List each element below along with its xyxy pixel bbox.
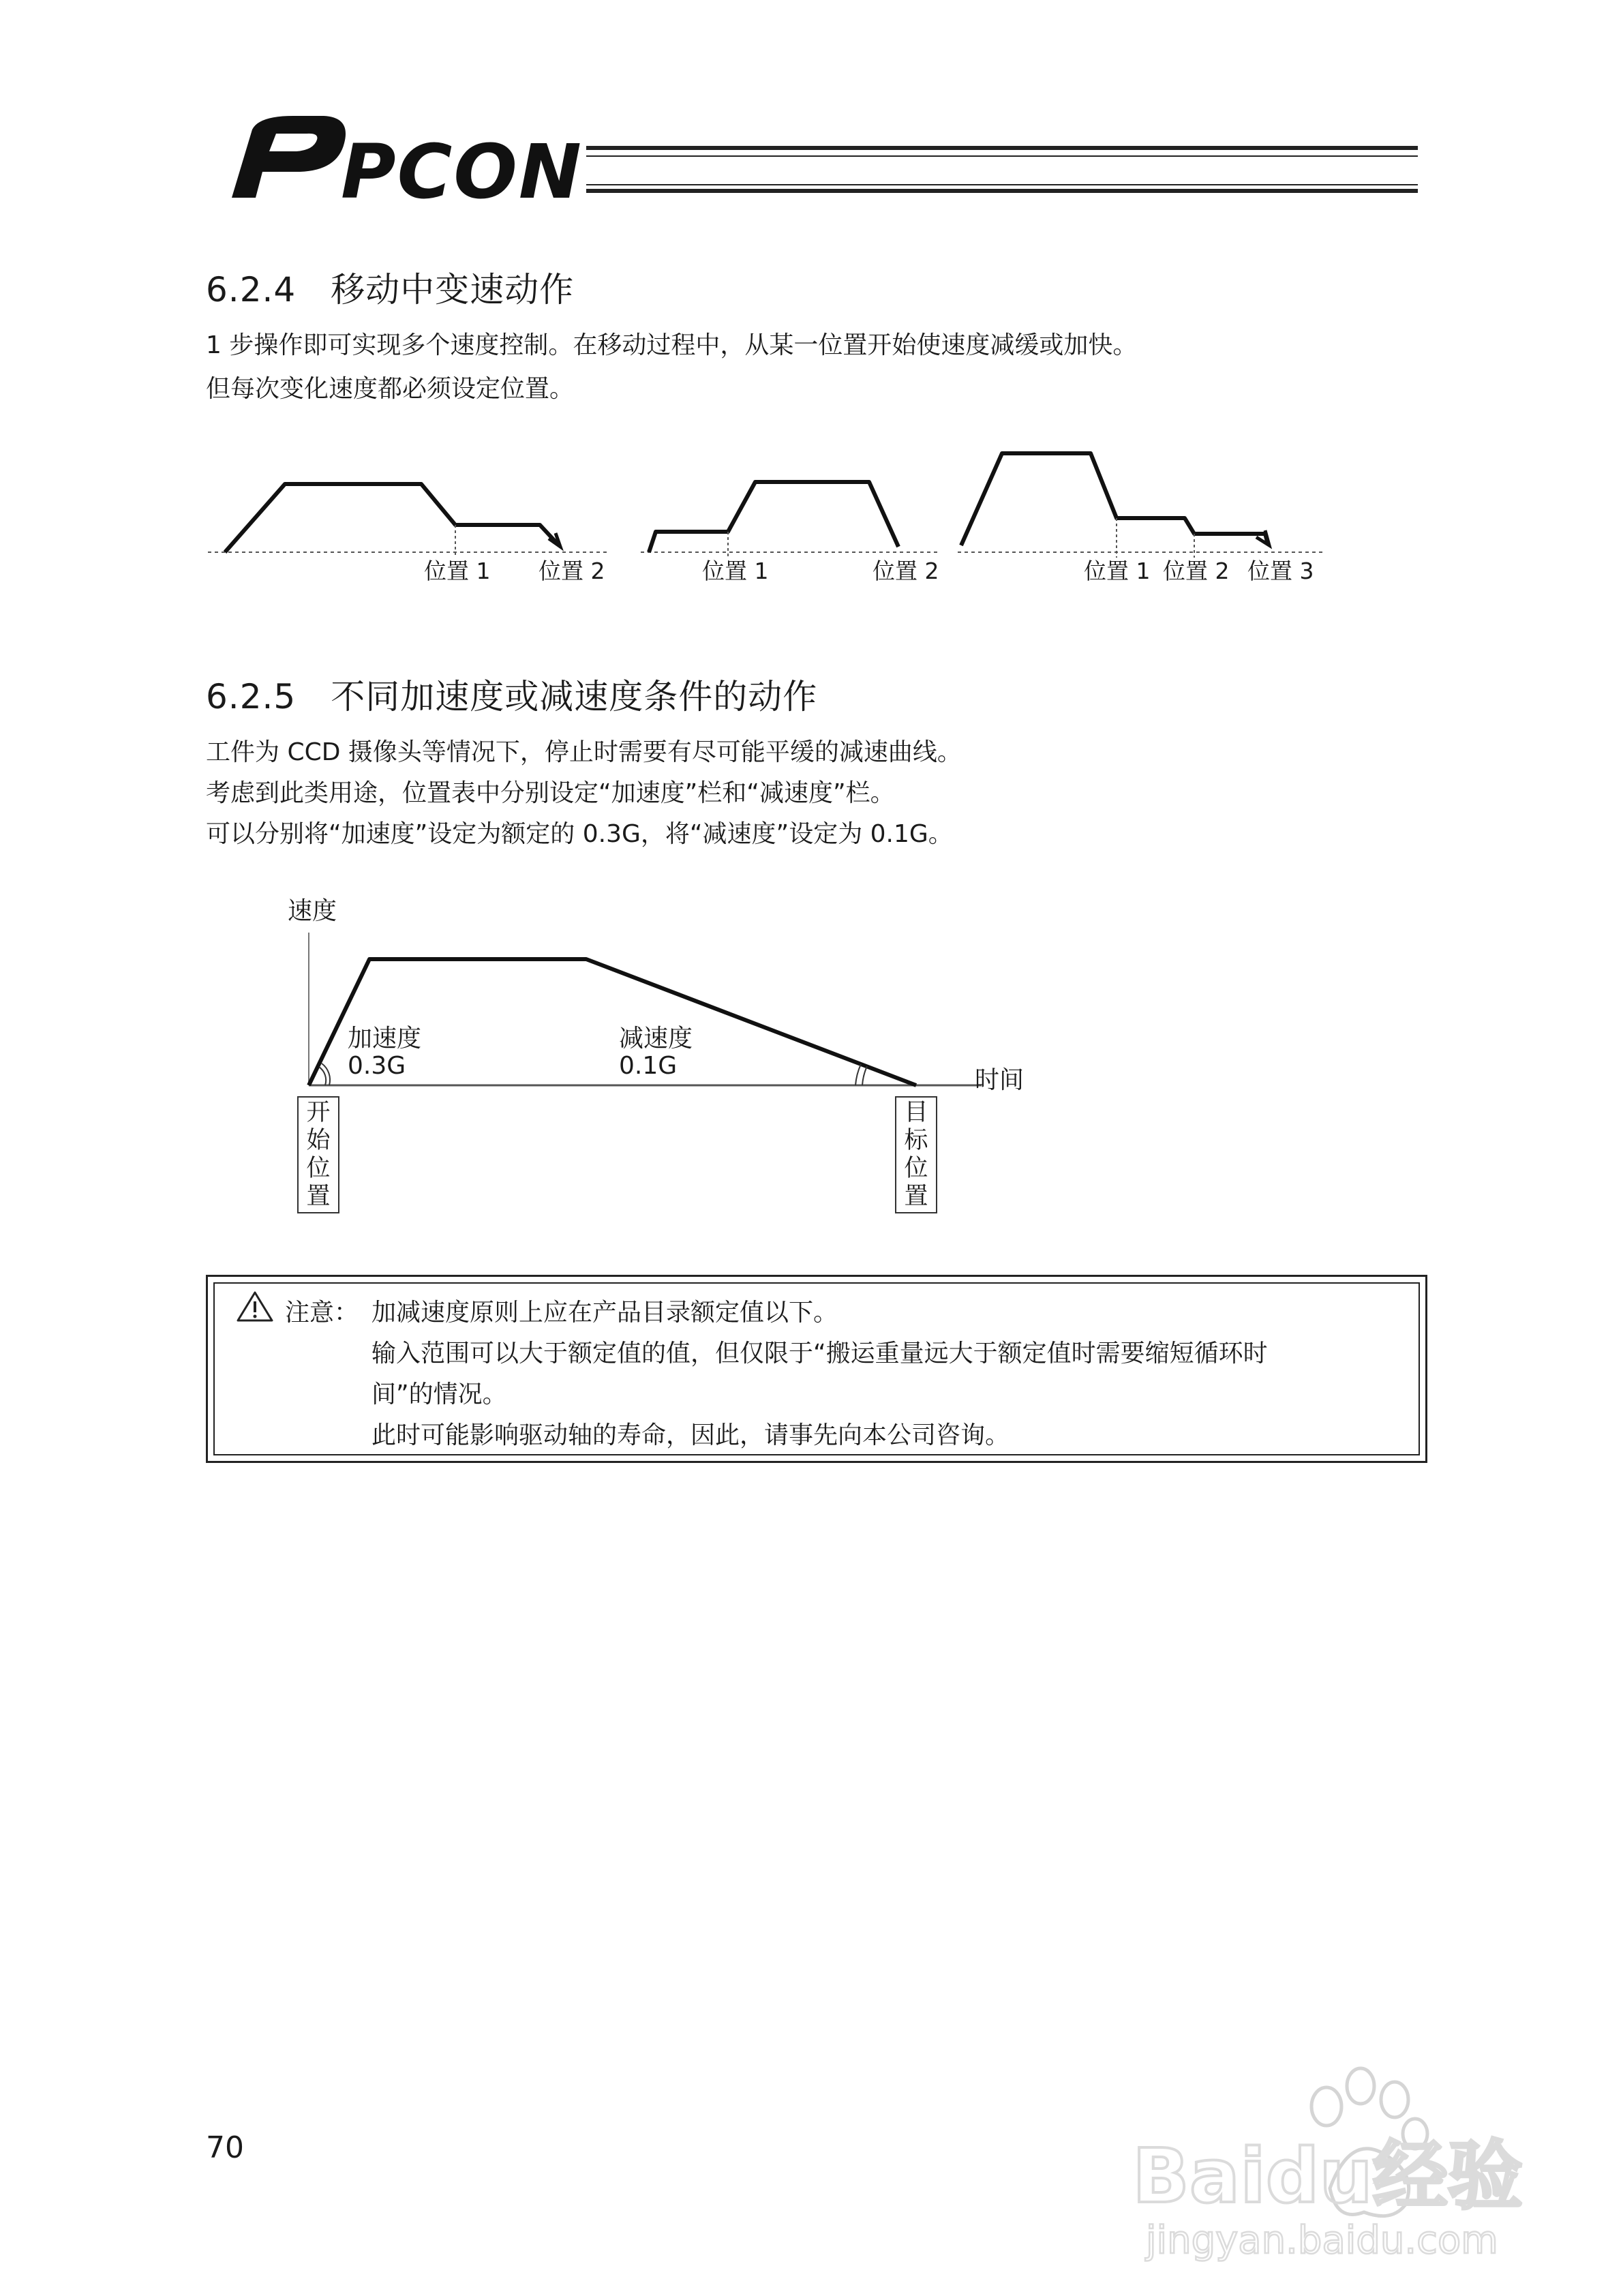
header-rule-bottom-thin (586, 184, 1418, 185)
diagram1-label-pos2: 位置 2 (539, 558, 605, 584)
start-position-box (297, 1096, 339, 1213)
diagram2-label-pos1: 位置 1 (702, 558, 769, 584)
section-625-title: 6.2.5 不同加速度或减速度条件的动作 (206, 677, 818, 716)
target-position-box (895, 1096, 937, 1213)
baidu-jingyan-watermark (1105, 2059, 1541, 2263)
logo-text: PCON (341, 128, 583, 215)
section-625-line-1: 工件为 CCD 摄像头等情况下，停止时需要有尽可能平缓的减速曲线。 (206, 738, 962, 766)
warning-triangle-icon (236, 1290, 274, 1323)
figure-x-axis-label: 时间 (975, 1066, 1025, 1094)
diagram3-label-pos3: 位置 3 (1247, 558, 1314, 584)
diagram3-label-pos1: 位置 1 (1084, 558, 1151, 584)
watermark-brand: Baidu经验 (1132, 2132, 1523, 2220)
accel-value: 0.3G (348, 1052, 406, 1080)
start-box-char-1: 开 (306, 1099, 331, 1126)
diagram3-label-pos2: 位置 2 (1163, 558, 1230, 584)
section-625-line-2: 考虑到此类用途，位置表中分别设定“加速度”栏和“减速度”栏。 (206, 779, 895, 807)
watermark-url: jingyan.baidu.com (1146, 2218, 1498, 2263)
diagram1-label-pos1: 位置 1 (424, 558, 491, 584)
decel-value: 0.1G (619, 1052, 678, 1080)
header-rule-bottom (586, 189, 1418, 193)
pcon-logo (204, 109, 586, 218)
header-rule-mid (586, 155, 1418, 157)
caution-line-1: 加减速度原则上应在产品目录额定值以下。 (371, 1299, 838, 1327)
diagram2-label-pos2: 位置 2 (873, 558, 939, 584)
accel-label: 加速度 (348, 1025, 422, 1053)
caution-line-3: 间”的情况。 (371, 1380, 507, 1408)
start-box-char-3: 位 (306, 1155, 331, 1182)
decel-label: 减速度 (619, 1025, 693, 1053)
start-box-char-2: 始 (306, 1127, 331, 1154)
target-box-char-4: 置 (904, 1183, 928, 1210)
caution-prefix: 注意： (285, 1299, 359, 1327)
caution-line-4: 此时可能影响驱动轴的寿命，因此，请事先向本公司咨询。 (371, 1421, 1010, 1449)
section-624-line-2: 但每次变化速度都必须设定位置。 (206, 375, 575, 403)
start-box-char-4: 置 (306, 1183, 331, 1210)
figure-y-axis-label: 速度 (288, 897, 337, 925)
page-number: 70 (206, 2130, 244, 2165)
section-624-line-1: 1 步操作即可实现多个速度控制。在移动过程中，从某一位置开始使速度减缓或加快。 (206, 331, 1138, 359)
caution-line-2: 输入范围可以大于额定值的值，但仅限于“搬运重量远大于额定值时需要缩短循环时 (371, 1340, 1268, 1368)
section-624-title: 6.2.4 移动中变速动作 (206, 270, 575, 309)
section-625-line-3: 可以分别将“加速度”设定为额定的 0.3G，将“减速度”设定为 0.1G。 (206, 820, 953, 848)
header-rule-top (586, 146, 1418, 150)
target-box-char-2: 标 (904, 1127, 928, 1154)
target-box-char-3: 位 (904, 1155, 928, 1182)
target-box-char-1: 目 (904, 1099, 928, 1126)
